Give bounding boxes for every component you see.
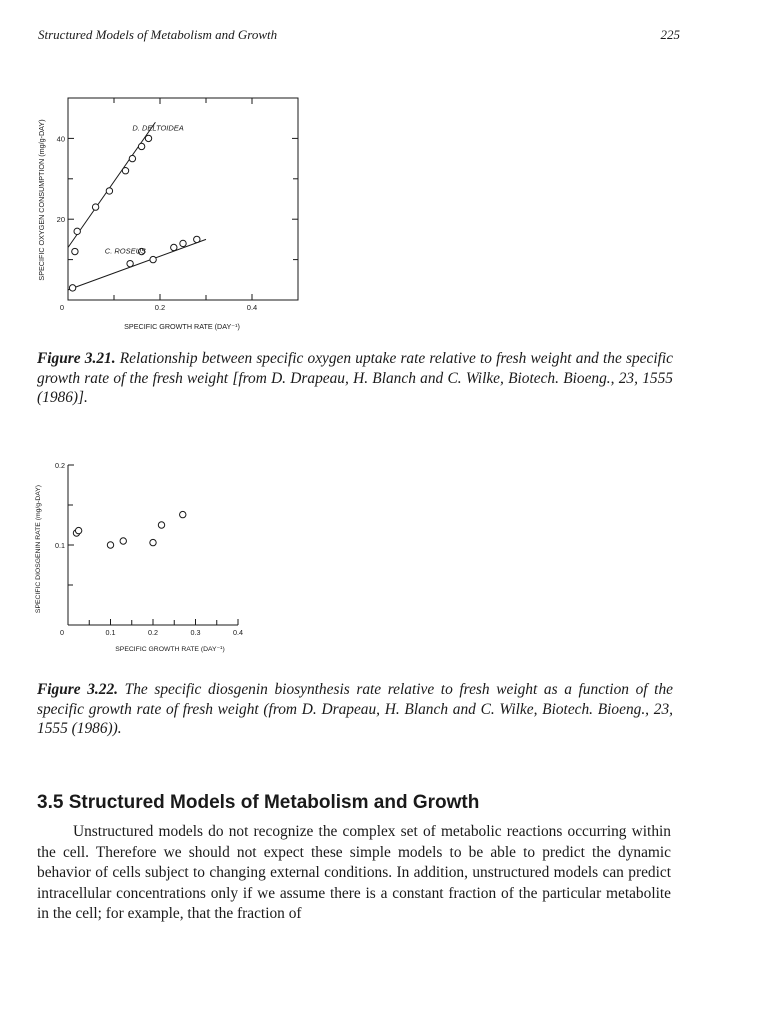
y-tick-label: 0.2 bbox=[55, 461, 65, 470]
x-axis-label: SPECIFIC GROWTH RATE (DAY⁻¹) bbox=[115, 646, 225, 653]
data-point bbox=[158, 522, 164, 528]
data-point bbox=[150, 256, 156, 262]
x-tick-label: 0.2 bbox=[148, 628, 158, 637]
x-tick-label: 0.4 bbox=[246, 303, 258, 312]
data-point bbox=[150, 539, 156, 545]
fit-line bbox=[68, 122, 155, 247]
data-point bbox=[194, 236, 200, 242]
data-point bbox=[106, 188, 112, 194]
data-point bbox=[129, 155, 135, 161]
x-tick-label: 0 bbox=[60, 628, 64, 637]
y-tick-label: 0.1 bbox=[55, 541, 65, 550]
data-point bbox=[180, 511, 186, 517]
y-axis-label: SPECIFIC OXYGEN CONSUMPTION (mg/g-DAY) bbox=[37, 119, 46, 281]
caption-text: Relationship between specific oxygen uptake rate relative to fresh weight and the specific growth rate of the fresh weight [from D. Drapeau, H. Blanch and C. Wilke, Biotech. Bioeng., 23, 1555 (1986)]. bbox=[37, 350, 673, 406]
x-tick-label: 0.2 bbox=[154, 303, 166, 312]
data-point bbox=[127, 260, 133, 266]
data-point bbox=[74, 228, 80, 234]
y-axis-label: SPECIFIC DIOSGENIN RATE (mg/g-DAY) bbox=[35, 484, 42, 614]
x-axis-label: SPECIFIC GROWTH RATE (DAY⁻¹) bbox=[124, 322, 240, 331]
data-point bbox=[180, 240, 186, 246]
y-tick-label: 20 bbox=[56, 215, 65, 225]
data-point bbox=[138, 143, 144, 149]
oxygen-consumption-chart bbox=[30, 88, 310, 338]
running-head: Structured Models of Metabolism and Growth bbox=[38, 27, 278, 42]
x-tick-label: 0 bbox=[59, 303, 65, 312]
data-point bbox=[171, 244, 177, 250]
data-point bbox=[75, 527, 81, 533]
caption-text: The specific diosgenin biosynthesis rate relative to fresh weight as a function of the specific growth rate of fresh weight (from D. Drapeau, H. Blanch and C. Wilke, Biotech. Bioeng., 23, 1555 (1986)). bbox=[37, 681, 673, 737]
data-point bbox=[122, 168, 128, 174]
caption-label: Figure 3.22. bbox=[37, 681, 119, 698]
caption-label: Figure 3.21. bbox=[37, 350, 116, 367]
data-point bbox=[92, 204, 98, 210]
body-paragraph: Unstructured models do not recognize the complex set of metabolic reactions occurring within the cell. Therefore we should not expect these simple models to be able to predict the dynamic behavior of cells subject to changing external conditions. In addition, unstructured models can predict intracellular concentrations only if we assume there is a constant fraction of the particular metabolite in the cell; for example, that the fraction of bbox=[37, 823, 671, 923]
y-tick-label: 40 bbox=[56, 134, 65, 144]
x-tick-label: 0.3 bbox=[190, 628, 201, 637]
page-number: 225 bbox=[660, 27, 680, 42]
series-label: C. ROSEUS bbox=[104, 246, 147, 256]
figure-3-22-caption bbox=[37, 680, 673, 739]
figure-3-21-caption bbox=[37, 349, 673, 408]
data-point bbox=[69, 285, 75, 291]
data-point bbox=[107, 542, 113, 548]
series-label: D. DELTOIDEA bbox=[132, 123, 184, 133]
data-point bbox=[72, 248, 78, 254]
x-tick-label: 0.4 bbox=[233, 628, 243, 637]
x-tick-label: 0.1 bbox=[105, 628, 116, 637]
diosgenin-rate-chart bbox=[30, 455, 270, 665]
section-heading: 3.5 Structured Models of Metabolism and Growth bbox=[37, 792, 480, 813]
data-point bbox=[120, 538, 126, 544]
data-point bbox=[145, 135, 151, 141]
